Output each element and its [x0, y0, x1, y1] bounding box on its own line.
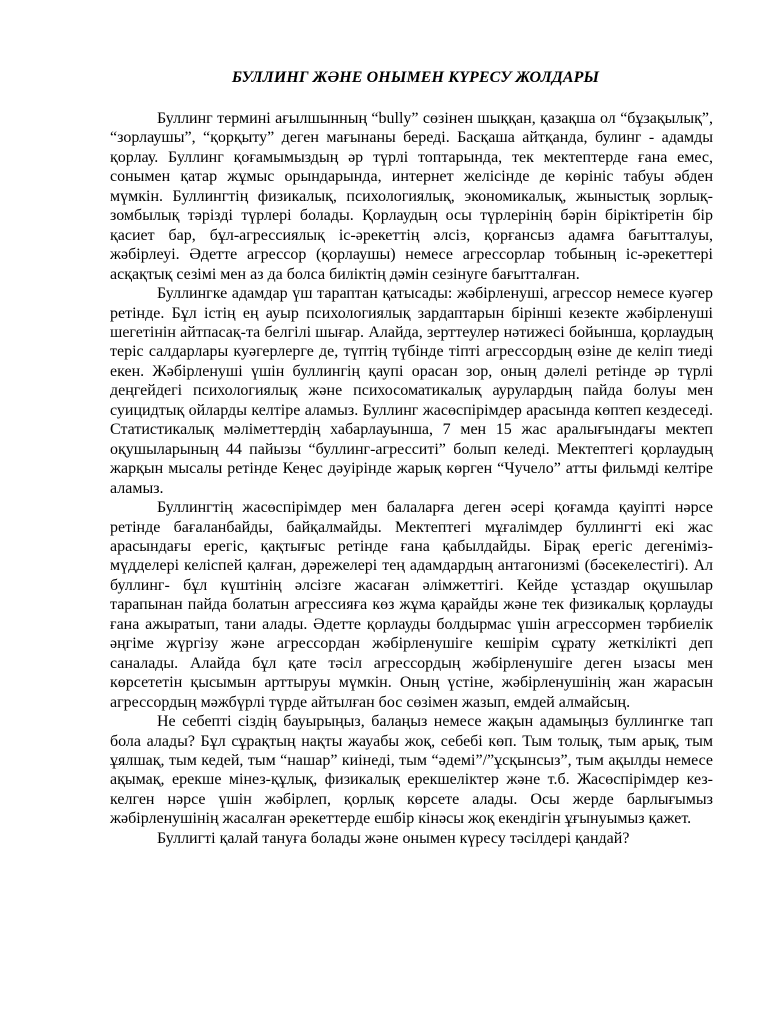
- document-title: БУЛЛИНГ ЖӘНЕ ОНЫМЕН КҮРЕСУ ЖОЛДАРЫ: [231, 69, 600, 86]
- paragraph-question: Буллигті қалай тануға болады және онымен күресу тәсілдері қандай?: [157, 829, 630, 847]
- paragraph-definition: Буллинг термині ағылшынның “bully” сөзінен шыққан, қазақша ол “бұзақылық”, “зорлаушы”, “қорқыту” деген мағынаны береді. Басқаша айтқанда, булинг - адамды қорлау. Буллинг қоғамымыздың әр түрлі топтарында, тек мектептерде ғана емес, сонымен қатар жұмыс орындарында, интернет желісінде де көрініс табуы әбден мүмкін. Буллингтің физикалық, психологиялық, экономикалық, жыныстық зорлық-зомбылық тәрізді түрлері болады. Қорлаудың осы түрлерінің бәрін біріктіретін бір қасиет бар, бұл-агрессиялық іс-әрекеттің әлсіз, қорғансыз адамға бағытталуы, жәбірлеуі. Әдетте агрессор (қорлаушы) немесе агрессорлар тобының іс-әрекеттері асқақтық сезімі мен аз да болса биліктің дәмін сезінуге бағытталған.: [110, 110, 713, 283]
- paragraph-participants: Буллингке адамдар үш тараптан қатысады: жәбірленуші, агрессор немесе куәгер ретінде. Бұл істің ең ауыр психологиялық зардаптарын бірінші кезекте жәбірленуші шегетінін айтпасақ-та белгілі шығар. Алайда, зерттеулер нәтижесі бойынша, қорлаудың теріс салдарлары куәгерлерге де, түптің түбінде тіпті агрессордың өзіне де келіп тиеді екен. Жәбірленуші үшін буллингің қаупі орасан зор, оның дәлелі ретінде әр түрлі деңгейдегі психологиялық және психосоматикалық аурулардың пайда болуы мен суицидтық ойларды келтіре аламыз. Буллинг жасөспірімдер арасында көптеп кездеседі. Статистикалық мәліметтердің хабарлауынша, 7 мен 15 жас аралығындағы мектеп оқушыларының 44 пайызы “буллинг-агресситі” болып келеді. Мектептегі қорлаудың жарқын мысалы ретінде Кеңес дәуірінде жарық көрген “Чучело” атты фильмді келтіре аламыз.: [110, 285, 713, 497]
- document-page: [110, 68, 713, 848]
- paragraph-school-impact: Буллингтің жасөспірімдер мен балаларға деген әсері қоғамда қауіпті нәрсе ретінде бағаланбайды, байқалмайды. Мектептегі мұғалімдер буллингті екі жас арасындағы ерегіс, қақтығыс ретінде ғана қабылдайды. Бірақ ерегіс дегеніміз- мүдделері келіспей қалған, дәрежелері тең адамдардың антагонизмі (бәсекелестігі). Ал буллинг- бұл күштінің әлсізге жасаған әлімжеттігі. Кейде ұстаздар оқушылар тарапынан пайда болатын агрессияға көз жұма қарайды және тек физикалық қорлауды ғана ажыратып, тани алады. Әдетте қорлауды болдырмас үшін агрессормен тәрбиелік әңгіме жүргізу және агрессордан жәбірленушіге кешірім сұрату жеткілікті деп саналады. Алайда бұл қате тәсіл агрессордың жәбірленушіге деген ызасы мен көрсететін қысымын арттыруы мүмкін. Оның үстіне, жәбірленушінің жан жарасын агрессордың мәжбүрлі түрде айтылған бос сөзімен жазып, емдей алмайсың.: [110, 499, 713, 711]
- paragraph-reasons: Не себепті сіздің бауырыңыз, балаңыз немесе жақын адамыңыз буллингке тап бола алады? Бұл сұрақтың нақты жауабы жоқ, себебі көп. Тым толық, тым арық, тым ұялшақ, тым кедей, тым “нашар” киінеді, тым “әдемі”/”ұсқынсыз”, тым ақылды немесе ақымақ, ерекше мінез-құлық, физикалық ерекшеліктер және т.б. Жасөспірімдер кез-келген нәрсе үшін жәбірлеп, қорлық көрсете алады. Осы жерде барлығымыз жәбірленушінің жасалған әрекеттерде ешбір кінәсы жоқ екендігін ұғынуымыз қажет.: [110, 713, 713, 828]
